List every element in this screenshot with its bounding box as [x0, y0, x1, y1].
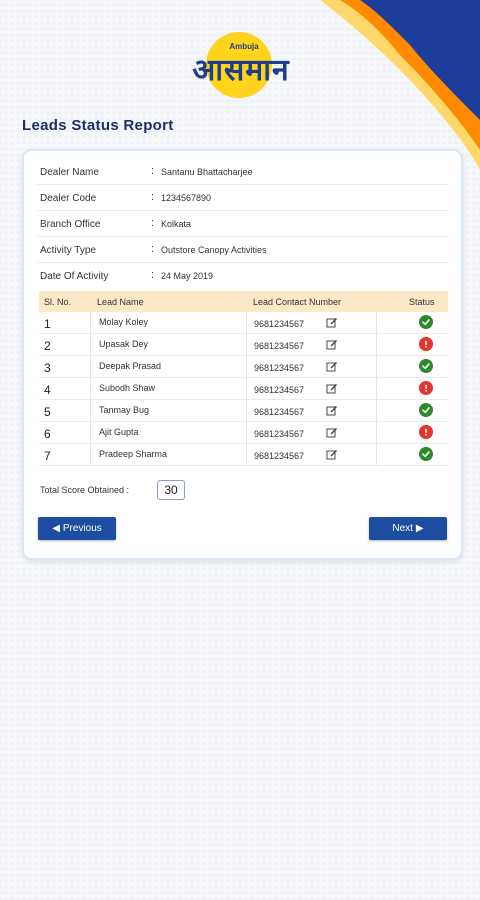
cell-lead-name	[90, 378, 246, 399]
check-circle-icon	[419, 447, 433, 461]
info-colon: :	[151, 217, 155, 229]
cell-status	[376, 356, 448, 377]
cell-lead-name	[90, 444, 246, 465]
report-card	[22, 149, 463, 560]
edit-icon[interactable]	[326, 427, 338, 439]
info-colon: :	[151, 269, 155, 281]
info-row-activity-type	[37, 237, 449, 263]
edit-icon[interactable]	[326, 339, 338, 351]
cell-status	[376, 444, 448, 465]
cell-sl-no	[39, 356, 90, 377]
edit-icon[interactable]	[326, 449, 338, 461]
next-button[interactable]	[369, 517, 447, 540]
arrow-right-icon: ▶	[415, 523, 424, 534]
sl-no-text: 7	[44, 449, 51, 463]
cell-lead-name	[90, 312, 246, 333]
contact-number-text: 9681234567	[254, 407, 305, 417]
sl-no-text: 3	[44, 361, 51, 375]
logo-main-text: आसमान	[192, 53, 290, 88]
exclamation-circle-icon	[419, 381, 433, 395]
info-label: Dealer Name	[40, 167, 99, 178]
lead-name-text: Subodh Shaw	[99, 383, 156, 393]
cell-sl-no	[39, 334, 90, 355]
arrow-left-icon: ◀	[52, 523, 60, 534]
cell-contact-number	[246, 444, 376, 465]
brand-logo	[184, 30, 304, 110]
sl-no-text: 6	[44, 427, 51, 441]
lead-name-text: Deepak Prasad	[99, 361, 162, 371]
check-circle-icon	[419, 315, 433, 329]
info-label: Branch Office	[40, 219, 101, 230]
cell-status	[376, 378, 448, 399]
cell-status	[376, 334, 448, 355]
sl-no-text: 1	[44, 317, 51, 331]
cell-lead-name	[90, 334, 246, 355]
lead-name-text: Upasak Dey	[99, 339, 149, 349]
cell-sl-no	[39, 312, 90, 333]
sl-no-text: 2	[44, 339, 51, 353]
cell-status	[376, 422, 448, 443]
cell-sl-no	[39, 422, 90, 443]
cell-contact-number	[246, 400, 376, 421]
cell-contact-number	[246, 378, 376, 399]
info-row-date-of-activity	[37, 263, 449, 289]
cell-contact-number	[246, 356, 376, 377]
info-label: Activity Type	[40, 245, 96, 256]
table-row	[39, 422, 448, 444]
previous-button-label: Previous	[62, 523, 102, 534]
table-header	[39, 291, 448, 312]
info-value: Santanu Bhattacharjee	[161, 167, 253, 177]
header-contact-number: Lead Contact Number	[253, 297, 342, 307]
edit-icon[interactable]	[326, 361, 338, 373]
check-circle-icon	[419, 403, 433, 417]
table-row	[39, 400, 448, 422]
info-row-dealer-name	[37, 159, 449, 185]
edit-icon[interactable]	[326, 383, 338, 395]
info-value: 24 May 2019	[161, 271, 214, 281]
contact-number-text: 9681234567	[254, 363, 305, 373]
contact-number-text: 9681234567	[254, 429, 305, 439]
sl-no-text: 4	[44, 383, 51, 397]
contact-number-text: 9681234567	[254, 451, 305, 461]
header-lead-name: Lead Name	[97, 297, 144, 307]
info-row-branch-office	[37, 211, 449, 237]
table-row	[39, 356, 448, 378]
lead-name-text: Tanmay Bug	[99, 405, 150, 415]
cell-status	[376, 312, 448, 333]
info-label: Dealer Code	[40, 193, 97, 204]
info-value: Kolkata	[161, 219, 192, 229]
info-colon: :	[151, 243, 155, 255]
header-status: Status	[409, 297, 435, 307]
table-row	[39, 334, 448, 356]
next-button-label: Next	[392, 523, 413, 534]
total-score-label: Total Score Obtained :	[40, 485, 130, 495]
cell-contact-number	[246, 312, 376, 333]
logo-small-text: Ambuja	[229, 42, 259, 51]
corner-decoration	[320, 0, 480, 170]
header-sl-no: Sl. No.	[44, 297, 72, 307]
info-row-dealer-code	[37, 185, 449, 211]
cell-sl-no	[39, 400, 90, 421]
info-colon: :	[151, 191, 155, 203]
contact-number-text: 9681234567	[254, 341, 305, 351]
table-body	[39, 312, 448, 466]
cell-contact-number	[246, 422, 376, 443]
lead-name-text: Ajit Gupta	[99, 427, 139, 437]
lead-name-text: Pradeep Sharma	[99, 449, 168, 459]
cell-sl-no	[39, 444, 90, 465]
table-row	[39, 312, 448, 334]
contact-number-text: 9681234567	[254, 385, 305, 395]
cell-lead-name	[90, 356, 246, 377]
info-value: Outstore Canopy Activities	[161, 245, 267, 255]
info-colon: :	[151, 165, 155, 177]
exclamation-circle-icon	[419, 425, 433, 439]
previous-button[interactable]	[38, 517, 116, 540]
table-row	[39, 444, 448, 466]
edit-icon[interactable]	[326, 317, 338, 329]
exclamation-circle-icon	[419, 337, 433, 351]
lead-name-text: Molay Koley	[99, 317, 149, 327]
contact-number-text: 9681234567	[254, 319, 305, 329]
cell-lead-name	[90, 422, 246, 443]
info-value: 1234567890	[161, 193, 212, 203]
leads-table	[39, 291, 448, 466]
cell-sl-no	[39, 378, 90, 399]
total-score-value: 30	[157, 480, 185, 500]
check-circle-icon	[419, 359, 433, 373]
cell-lead-name	[90, 400, 246, 421]
page-title: Leads Status Report	[22, 117, 174, 134]
edit-icon[interactable]	[326, 405, 338, 417]
sl-no-text: 5	[44, 405, 51, 419]
info-label: Date Of Activity	[40, 271, 109, 282]
table-row	[39, 378, 448, 400]
cell-contact-number	[246, 334, 376, 355]
cell-status	[376, 400, 448, 421]
